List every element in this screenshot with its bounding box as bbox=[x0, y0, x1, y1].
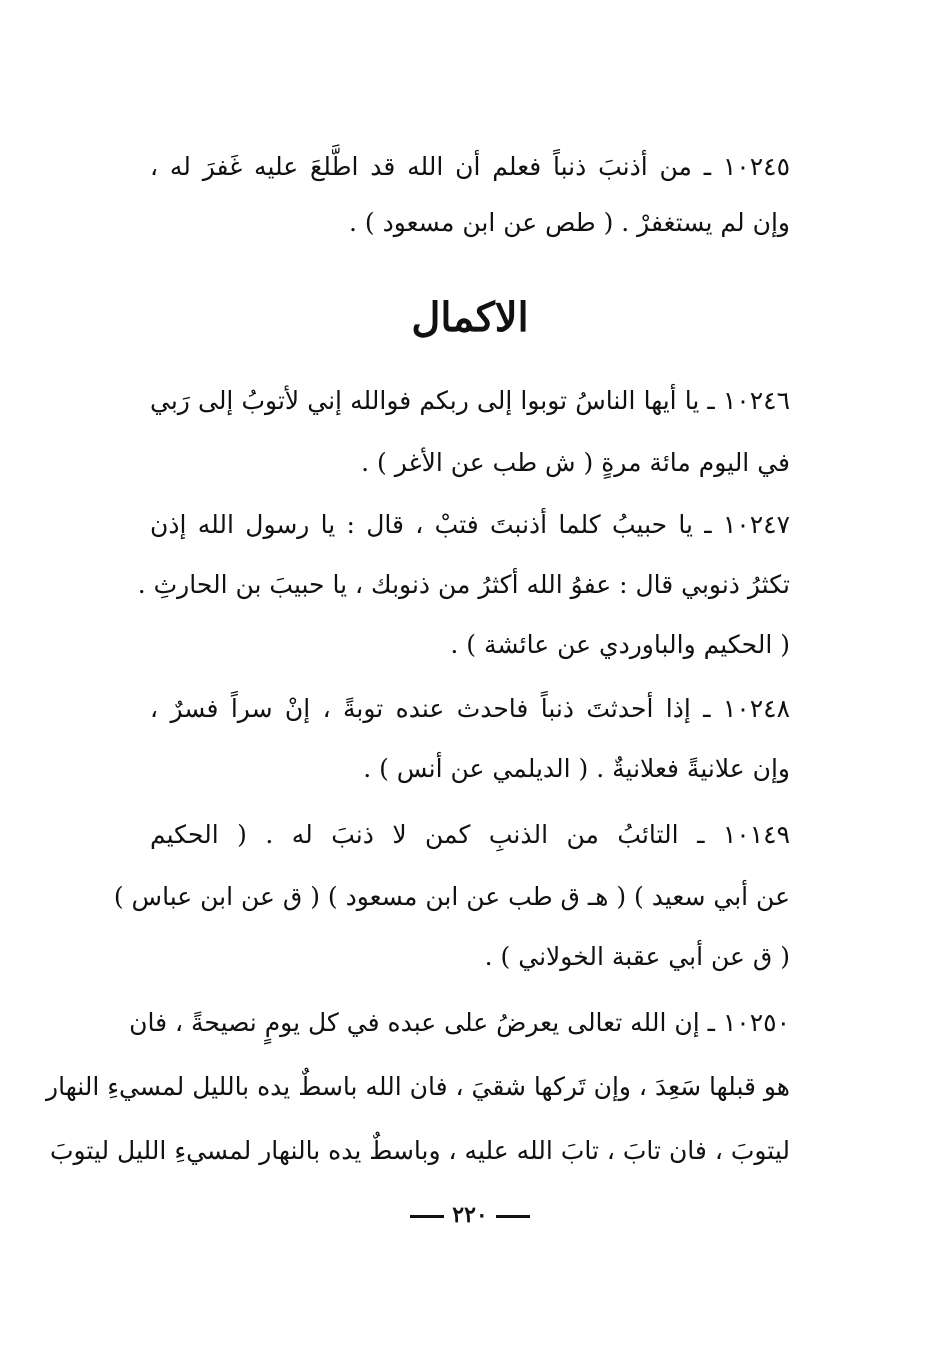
footer-dash-right bbox=[410, 1215, 444, 1218]
hadith-10247-line-1: ١٠٢٤٧ ـ يا حبيبُ كلما أذنبتَ فتبْ ، قال : يا رسول الله إذن bbox=[150, 510, 790, 539]
hadith-10245-line-2: وإن لم يستغفرْ . ( طص عن ابن مسعود ) . bbox=[348, 208, 790, 237]
hadith-10149-line-3: ( ق عن أبي عقبة الخولاني ) . bbox=[484, 942, 790, 971]
hadith-10247-line-2: تكثرُ ذنوبي قال : عفوُ الله أكثرُ من ذنوبك ، يا حبيبَ بن الحارثِ . bbox=[137, 570, 790, 599]
hadith-10248-line-2: وإن علانيةً فعلانيةٌ . ( الديلمي عن أنس ) . bbox=[363, 754, 790, 783]
footer-dash-left bbox=[496, 1215, 530, 1218]
hadith-10246-line-1: ١٠٢٤٦ ـ يا أيها الناسُ توبوا إلى ربكم فوالله إني لأتوبُ إلى رَبي bbox=[150, 386, 790, 415]
hadith-10250-line-2: هو قبلها سَعِدَ ، وإن تَركها شقيَ ، فان الله باسطٌ يده بالليل لمسيءِ النهار bbox=[46, 1072, 790, 1101]
hadith-10248-line-1: ١٠٢٤٨ ـ إذا أحدثتَ ذنباً فاحدث عنده توبةً ، إنْ سراً فسرٌ ، bbox=[150, 694, 790, 723]
section-heading: الاكمال bbox=[411, 294, 529, 341]
hadith-10149-line-1: ١٠١٤٩ ـ التائبُ من الذنبِ كمن لا ذنبَ له . ( الحكيم bbox=[150, 820, 790, 849]
hadith-10250-line-1: ١٠٢٥٠ ـ إن الله تعالى يعرضُ على عبده في كل يومٍ نصيحةً ، فان bbox=[129, 1008, 790, 1037]
hadith-10247-line-3: ( الحكيم والباوردي عن عائشة ) . bbox=[450, 630, 790, 659]
page-footer bbox=[0, 1200, 940, 1230]
hadith-10245-line-1: ١٠٢٤٥ ـ من أذنبَ ذنباً فعلم أن الله قد اطَّلعَ عليه غَفرَ له ، bbox=[150, 152, 790, 181]
hadith-10246-line-2: في اليوم مائة مرةٍ ( ش طب عن الأغر ) . bbox=[361, 448, 790, 477]
page-number: ٢٢٠ bbox=[452, 1202, 488, 1228]
hadith-10250-line-3: ليتوبَ ، فان تابَ ، تابَ الله عليه ، وباسطٌ يده بالنهار لمسيءِ الليل ليتوبَ bbox=[49, 1136, 790, 1165]
hadith-10149-line-2: عن أبي سعيد ) ( هـ ق طب عن ابن مسعود ) ( ق عن ابن عباس ) bbox=[113, 882, 790, 911]
